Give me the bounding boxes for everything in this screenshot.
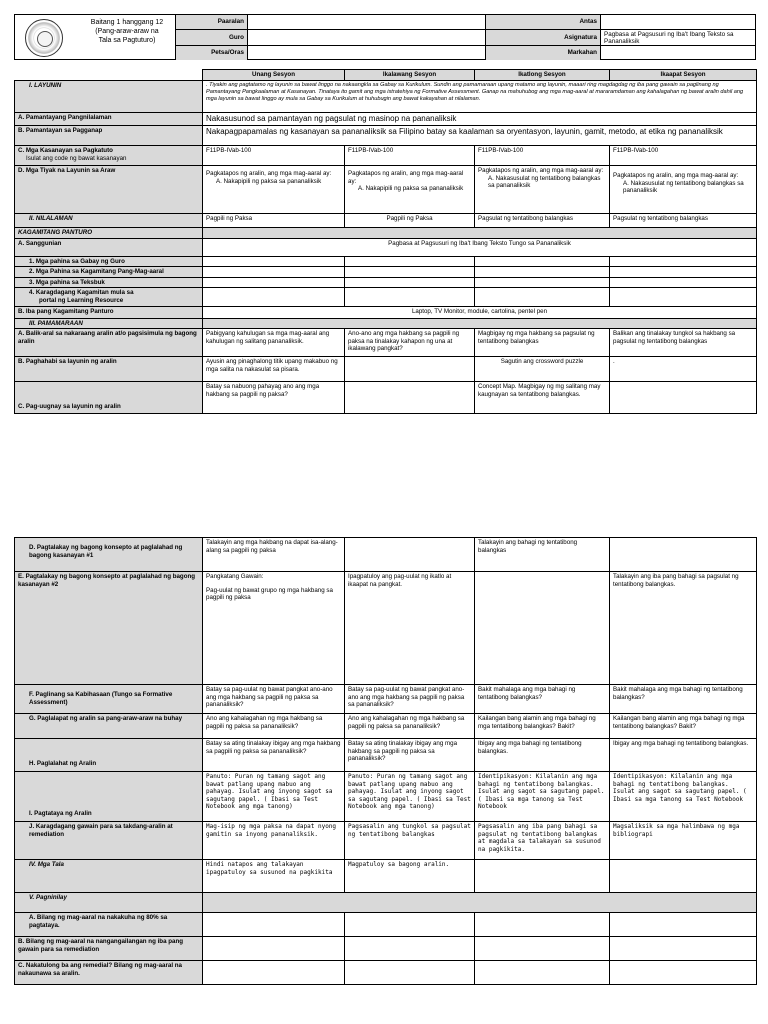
empty-cell <box>203 288 345 306</box>
paghahabi-label: B. Paghahabi sa layunin ng aralin <box>15 357 203 382</box>
pamamaraan-label: III. PAMAMARAAN <box>15 318 203 329</box>
mga-tala-session-4 <box>610 860 757 893</box>
lesson-table-part-1 <box>14 69 757 414</box>
balik-aral-session-1: Pabigyang kahulugan sa mga mag-aaral ang kahulugan ng salitang pananaliksik. <box>203 329 345 357</box>
kasanayan-title: C. Mga Kasanayan sa Pagkatuto <box>18 147 113 154</box>
layunin-label: I. LAYUNIN <box>15 81 203 113</box>
empty-cell <box>203 961 345 985</box>
karagdagang-gawain-label: J. Karagdagang gawain para sa takdang-aralin at remediation <box>15 822 203 860</box>
deped-seal-icon <box>25 19 63 57</box>
layunin-lead: Pagkatapos ng aralin, ang mga mag-aaral ay: <box>348 170 464 185</box>
paglinang-session-4: Bakit mahalaga ang mga bahagi ng tentatibong balangkas? <box>610 685 757 714</box>
paglalahat-session-1: Batay sa ating tinalakay ibigay ang mga hakbang sa pagpili ng paksa sa pananaliksik? <box>203 739 345 772</box>
document-header <box>14 14 756 60</box>
markahan-label: Markahan <box>485 46 600 60</box>
pagtataya-session-1: Panuto: Puran ng tamang sagot ang bawat patlang upang mabuo ang pahayag. Isulat ang inyong sagot sa sagutang papel. ( Ibasi sa Test Notebook ang mga tanong) <box>203 772 345 822</box>
empty-cell <box>610 256 757 267</box>
tiyak-na-layunin-session-4 <box>610 166 757 214</box>
pamantayan-sa-pagganap-text: Nakapagpapamalas ng kasanayan sa pananaliksik sa Filipino batay sa kaalaman sa oryentasyon, layunin, gamit, metodo, at etika ng pananaliksik <box>203 126 757 146</box>
balik-aral-session-3: Magbigay ng mga hakbang sa pagsulat ng tentatibong balangkas <box>475 329 610 357</box>
mga-tala-session-1: Hindi natapos ang talakayan ipagpatuloy sa susunod na pagkikita <box>203 860 345 893</box>
code-session-4: F11PB-IVab-100 <box>610 146 757 166</box>
paghahabi-session-3: Sagutin ang crossword puzzle <box>475 357 610 382</box>
pag-uugnay-session-3: Concept Map. Magbigay ng mg salitang may kaugnayan sa tentatibong balangkas. <box>475 382 610 414</box>
empty-cell <box>345 913 475 937</box>
pagtataya-session-3: Identipikasyon: Kilalanin ang mga bahagi ng tentatibong balangkas. Isulat ang sagot sa sagutang papel. ( Ibasi sa mga tanong sa Test Notebook <box>475 772 610 822</box>
pagninilay-c-label: C. Nakatulong ba ang remedial? Bilang ng mag-aaral na nakaunawa sa aralin. <box>15 961 203 985</box>
empty-cell <box>203 256 345 267</box>
paglalapat-session-1: Ano ang kahalagahan ng mga hakbang sa pagpili ng paksa sa pananaliksik? <box>203 714 345 739</box>
nilalaman-session-2: Pagpili ng Paksa <box>345 214 475 228</box>
iba-pang-kagamitan-label: B. Iba pang Kagamitang Panturo <box>15 306 203 318</box>
sanggunian-label: A. Sanggunian <box>15 238 203 256</box>
empty-cell <box>345 961 475 985</box>
paglinang-session-3: Bakit mahalaga ang mga bahagi ng tentatibong balangkas? <box>475 685 610 714</box>
pahina-kagamitan-label: 2. Mga Pahina sa Kagamitang Pang-Mag-aaral <box>15 267 203 278</box>
pahina-gabay-label: 1. Mga pahina sa Gabay ng Guro <box>15 256 203 267</box>
paglalahat-label: H. Paglalahat ng Aralin <box>15 739 203 772</box>
guro-label: Guro <box>175 30 247 46</box>
paaralan-field[interactable] <box>247 15 485 30</box>
paghahabi-session-2 <box>345 357 475 382</box>
pagninilay-a-label: A. Bilang ng mag-aaral na nakakuha ng 80% sa pagtataya. <box>15 913 203 937</box>
layunin-item: A. Nakasusulat ng tentatibong balangkas sa pananaliksik <box>488 174 601 190</box>
pagtalakay-2-session-3 <box>475 572 610 685</box>
kagamitan-spacer <box>203 228 757 239</box>
empty-cell <box>475 937 610 961</box>
pamantayan-sa-pagganap-label: B. Pamantayan sa Pagganap <box>15 126 203 146</box>
empty-cell <box>203 267 345 278</box>
layunin-item: A. Nakapipili ng paksa sa pananaliksik <box>358 185 464 193</box>
karagdagang-gawain-session-2: Pagsasalin ang tungkol sa pagsulat ng tentatibong balangkas <box>345 822 475 860</box>
pag-uugnay-label: C. Pag-uugnay sa layunin ng aralin <box>15 382 203 414</box>
empty-cell <box>475 256 610 267</box>
empty-cell <box>203 913 345 937</box>
empty-cell <box>610 961 757 985</box>
paglalahat-session-3: Ibigay ang mga bahagi ng tentatibong balangkas. <box>475 739 610 772</box>
empty-cell <box>345 256 475 267</box>
iba-pang-kagamitan-value: Laptop, TV Monitor, module, cartolina, pentel pen <box>203 306 757 318</box>
paglalahat-session-4: Ibigay ang mga bahagi ng tentatibong balangkas. <box>610 739 757 772</box>
tiyak-na-layunin-session-3 <box>475 166 610 214</box>
empty-cell <box>475 288 610 306</box>
karagdagang-gawain-session-4: Magsaliksik sa mga halimbawa ng mga bibliograpi <box>610 822 757 860</box>
pagtalakay-1-session-4 <box>610 538 757 572</box>
pamantayang-pangnilalaman-label: A. Pamantayang Pangnilalaman <box>15 113 203 126</box>
pag-uugnay-session-4 <box>610 382 757 414</box>
paglinang-session-1: Batay sa pag-uulat ng bawat pangkat ano-ano ang mga hakbang sa pagpili ng paksa sa pananaliksik? <box>203 685 345 714</box>
markahan-field[interactable] <box>600 46 755 60</box>
pagtalakay-1-session-3: Talakayin ang bahagi ng tentatibong balangkas <box>475 538 610 572</box>
pag-uulat-text: Pag-uulat ng bawat grupo ng mga hakbang sa pagpili ng paksa <box>206 586 333 602</box>
paglinang-session-2: Batay sa pag-uulat ng bawat pangkat ano-ano ang mga hakbang sa pagpili ng paksa sa pananaliksik? <box>345 685 475 714</box>
empty-cell <box>345 267 475 278</box>
empty-cell <box>203 937 345 961</box>
pag-uugnay-session-2 <box>345 382 475 414</box>
empty-cell <box>475 277 610 288</box>
pamantayang-pangnilalaman-text: Nakasusunod sa pamantayan ng pagsulat ng masinop na pananaliksik <box>203 113 757 126</box>
code-session-3: F11PB-IVab-100 <box>475 146 610 166</box>
session-1-header: Unang Sesyon <box>203 70 345 81</box>
pagninilay-spacer <box>203 893 757 913</box>
karagdagang-line-1: 4. Karagdagang Kagamitan mula sa <box>29 289 134 297</box>
empty-cell <box>610 913 757 937</box>
petsa-oras-field[interactable] <box>247 46 485 60</box>
empty-cell <box>610 288 757 306</box>
layunin-lead: Pagkatapos ng aralin, ang mga mag-aaral ay: <box>206 170 332 177</box>
tiyak-na-layunin-label: D. Mga Tiyak na Layunin sa Araw <box>15 166 203 214</box>
pagtalakay-2-label: E. Pagtalakay ng bagong konsepto at paglalahad ng bagong kasanayan #2 <box>15 572 203 685</box>
pagtataya-session-2: Panuto: Puran ng tamang sagot ang bawat patlang upang mabuo ang pahayag. Isulat ang inyong sagot sa sagutang papel. ( Ibasi sa Test Notebook ang mga tanong) <box>345 772 475 822</box>
kasanayan-label <box>15 146 203 166</box>
layunin-lead: Pagkatapos ng aralin, ang mga mag-aaral ay: <box>613 172 739 179</box>
karagdagang-line-2: portal ng Learning Resource <box>39 296 124 304</box>
pagtataya-label: I. Pagtataya ng Aralin <box>15 772 203 822</box>
pagtalakay-1-session-1: Talakayin ang mga hakbang na dapat isa-alang- alang sa pagpili ng paksa <box>203 538 345 572</box>
balik-aral-label: A. Balik-aral sa nakaraang aralin at/o pagsisimula ng bagong aralin <box>15 329 203 357</box>
asignatura-field[interactable]: Pagbasa at Pagsusuri ng Iba't Ibang Teksto sa Pananaliksik <box>600 30 755 46</box>
empty-cell <box>475 913 610 937</box>
empty-cell <box>610 937 757 961</box>
pagninilay-b-label: B. Bilang ng mag-aaral na nangangailangan ng iba pang gawain para sa remediation <box>15 937 203 961</box>
pagtalakay-1-label: D. Pagtalakay ng bagong konsepto at paglalahad ng bagong kasanayan #1 <box>15 538 203 572</box>
tiyak-na-layunin-session-2 <box>345 166 475 214</box>
pagtalakay-2-session-2: Ipagpatuloy ang pag-uulat ng ikatlo at ikaapat na pangkat. <box>345 572 475 685</box>
empty-cell <box>475 961 610 985</box>
petsa-oras-label: Petsa/Oras <box>175 46 247 60</box>
empty-cell <box>345 937 475 961</box>
pahina-teksbuk-label: 3. Mga pahina sa Teksbuk <box>15 277 203 288</box>
pagtalakay-2-session-1 <box>203 572 345 685</box>
session-3-header: Ikatlong Sesyon <box>475 70 610 81</box>
kasanayan-subtitle: Isulat ang code ng bawat kasanayan <box>26 154 127 162</box>
karagdagang-kagamitan-label <box>15 288 203 306</box>
antas-field[interactable] <box>600 15 755 30</box>
mga-tala-session-2: Magpatuloy sa bagong aralin. <box>345 860 475 893</box>
seal-center-icon <box>37 31 53 47</box>
nilalaman-session-4: Pagsulat ng tentatibong balangkas <box>610 214 757 228</box>
empty-cell <box>610 277 757 288</box>
pag-uugnay-session-1: Batay sa nabuong pahayag ano ang mga hakbang sa pagpili ng paksa? <box>203 382 345 414</box>
session-4-header: Ikaapat Sesyon <box>610 70 757 81</box>
code-session-2: F11PB-IVab-100 <box>345 146 475 166</box>
karagdagang-gawain-session-3: Pagsasalin ang iba pang bahagi sa pagsulat ng tentatibong balangkas at magdala sa talakayan sa susunod na pagkikita. <box>475 822 610 860</box>
lesson-table-part-2 <box>14 537 757 985</box>
pangkatang-gawain: Pangkatang Gawain: <box>206 573 264 580</box>
empty-cell <box>203 277 345 288</box>
layunin-item: A. Nakapipili ng paksa sa pananaliksik <box>216 177 322 185</box>
paglalapat-session-4: Kailangan bang alamin ang mga bahagi ng mga tentatibong balangkas? Bakit? <box>610 714 757 739</box>
paghahabi-session-1: Ayusin ang pinaghalong titik upang makabuo ng mga salita na nakasulat sa pisara. <box>203 357 345 382</box>
empty-cell <box>345 277 475 288</box>
asignatura-label: Asignatura <box>485 30 600 46</box>
blank-header-cell <box>15 70 203 81</box>
document-title: Baitang 1 hanggang 12 (Pang-araw-araw na Tala sa Pagtuturo) <box>90 19 164 44</box>
pagtataya-session-4: Identipikasyon: Kilalanin ang mga bahagi ng tentatibong balangkas. Isulat ang sagot sa sagutang papel. ( Ibasi sa mga tanong sa Test Notebook <box>610 772 757 822</box>
paglalapat-session-3: Kailangan bang alamin ang mga bahagi ng mga tentatibong balangkas? Bakit? <box>475 714 610 739</box>
balik-aral-session-2: Ano-ano ang mga hakbang sa pagpili ng paksa na tinalakay kahapon ng una at ikalawang pangkat? <box>345 329 475 357</box>
empty-cell <box>610 267 757 278</box>
session-2-header: Ikalawang Sesyon <box>345 70 475 81</box>
empty-cell <box>475 267 610 278</box>
nilalaman-session-3: Pagsulat ng tentatibong balangkas <box>475 214 610 228</box>
paglinang-label: F. Paglinang sa Kabihasaan (Tungo sa Formative Assessment) <box>15 685 203 714</box>
balik-aral-session-4: Balikan ang tinalakay tungkol sa hakbang sa pagsulat ng tentatibong balangkas <box>610 329 757 357</box>
layunin-lead: Pagkatapos ng aralin, ang mga mag-aaral ay: <box>478 167 604 174</box>
paglalapat-label: G. Paglalapat ng aralin sa pang-araw-araw na buhay <box>15 714 203 739</box>
nilalaman-label: II. NILALAMAN <box>15 214 203 228</box>
guro-field[interactable] <box>247 30 485 46</box>
paglalapat-session-2: Ano ang kahalagahan ng mga hakbang sa pagpili ng paksa sa pananaliksik? <box>345 714 475 739</box>
pagtalakay-2-session-4: Talakayin ang iba pang bahagi sa pagsulat ng tentatibong balangkas. <box>610 572 757 685</box>
nilalaman-session-1: Pagpili ng Paksa <box>203 214 345 228</box>
sanggunian-value: Pagbasa at Pagsusuri ng Iba't Ibang Teksto Tungo sa Pananaliksik <box>203 238 757 256</box>
karagdagang-gawain-session-1: Mag-isip ng mga paksa na dapat nyong gamitin sa inyong pananaliksik. <box>203 822 345 860</box>
pagtalakay-1-session-2 <box>345 538 475 572</box>
mga-tala-label: IV. Mga Tala <box>15 860 203 893</box>
paaralan-label: Paaralan <box>175 15 247 30</box>
mga-tala-session-3 <box>475 860 610 893</box>
layunin-text: . Tiyakin ang pagtatamo ng layunin sa bawat linggo na nakaangkla sa Gabay sa Kurikulum. Sundin ang pamamaraan upang matamo ang layunin, maaari ring magdagdag ng iba pang gawain sa paglinang ng Pamantayang Pangkaalaman at Kasanayan. Tinataya ito gamit ang mga istratehiya ng Formative Assessment. Ganap na mahuhubog ang mga mag-aaral at mararamdaman ang kahalagahan ng bawat aralin dahil ang mga layunin sa bawat linggo ay mula sa Gabay sa Kurikulum at huhubugin ang bawat kakayahan at nilalaman. <box>203 81 757 113</box>
code-session-1: F11PB-IVab-100 <box>203 146 345 166</box>
empty-cell <box>345 288 475 306</box>
kagamitan-label: KAGAMITANG PANTURO <box>15 228 203 239</box>
pagninilay-label: V. Pagninilay <box>15 893 203 913</box>
paghahabi-session-4: . <box>610 357 757 382</box>
pamamaraan-spacer <box>203 318 757 329</box>
antas-label: Antas <box>485 15 600 30</box>
paglalahat-session-2: Batay sa ating tinalakay ibigay ang mga hakbang sa pagpili ng paksa sa pananaliksik? <box>345 739 475 772</box>
tiyak-na-layunin-session-1 <box>203 166 345 214</box>
layunin-item: A. Nakasusulat ng tentatibong balangkas sa pananaliksik <box>623 179 744 195</box>
